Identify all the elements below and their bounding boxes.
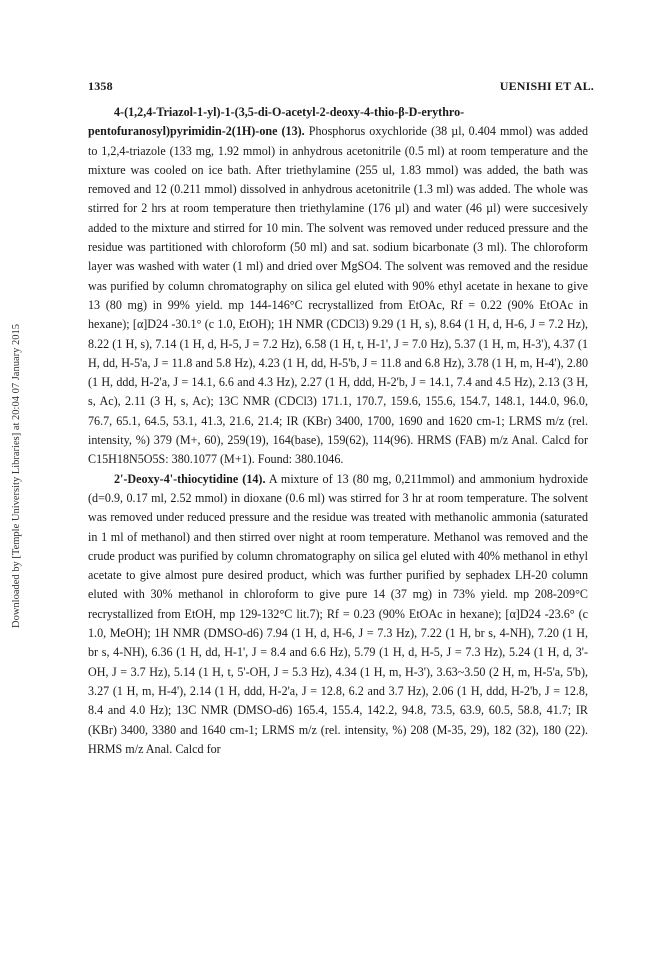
compound-14-heading: 2'-Deoxy-4'-thiocytidine (14). [114, 471, 266, 486]
article-body [88, 103, 588, 759]
download-watermark: Downloaded by [Temple University Libraries] at 20:04 07 January 2015 [11, 324, 22, 628]
page-number: 1358 [88, 79, 113, 93]
compound-14-text: A mixture of 13 (80 mg, 0,211mmol) and ammonium hydroxide (d=0.9, 0.17 ml, 2.52 mmol) in dioxane (0.6 ml) was stirred for 3 hr at room temperature. The solvent was removed under reduced pressure and the residue was treated with methanolic ammonia (saturated in 1 ml of methanol) and then stirred over night at room temperature. Methanol was removed and the crude product was purified by column chromatography on silica gel eluted with 40% methanol in ethyl acetate to give almost pure desired product, which was further purified by sephadex LH-20 column eluted with 30% methanol in chloroform to give pure 14 (37 mg) in 73% yield. mp 208-209°C recrystallized from EtOH, mp 129-132°C lit.7); Rf = 0.23 (90% EtOAc in hexane); [α]D24 -23.6° (c 1.0, MeOH); 1H NMR (DMSO-d6) 7.94 (1 H, d, H-6, J = 7.3 Hz), 7.22 (1 H, br s, 4-NH), 7.20 (1 H, br s, 4-NH), 6.36 (1 H, dd, H-1', J = 8.4 and 6.6 Hz), 5.79 (1 H, d, H-5, J = 7.3 Hz), 5.24 (1 H, d, 3'-OH, J = 3.7 Hz), 5.14 (1 H, t, 5'-OH, J = 5.3 Hz), 4.34 (1 H, m, H-3'), 3.63~3.50 (2 H, m, H-5'a, 5'b), 3.27 (1 H, m, H-4'), 2.14 (1 H, ddd, H-2'a, J = 12.8, 6.2 and 3.7 Hz), 2.06 (1 H, ddd, H-2'b, J = 12.8, 8.4 and 4.0 Hz); 13C NMR (DMSO-d6) 165.4, 155.4, 142.2, 94.8, 73.5, 63.9, 60.5, 58.8, 41.7; IR (KBr) 3400, 3380 and 1640 cm-1; LRMS m/z (rel. intensity, %) 208 (M-35, 29), 182 (32), 180 (22). HRMS m/z Anal. Calcd for [88, 471, 588, 756]
running-head: UENISHI ET AL. [499, 79, 594, 93]
paragraph-compound-14 [88, 470, 588, 759]
compound-13-text: Phosphorus oxychloride (38 µl, 0.404 mmol) was added to 1,2,4-triazole (133 mg, 1.92 mmol) in anhydrous acetonitrile (0.5 ml) at room temperature and the mixture was cooled on ice bath. After triethylamine (255 ul, 1.83 mmol) was added, the bath was removed and 12 (0.211 mmol) dissolved in anhydrous acetonitrile (1.3 ml) was added. The whole was stirred for 2 hrs at room temperature then triethylamine (176 µl) and water (46 µl) were succesively added to the mixture and stirred for 10 min. The solvent was removed under reduced pressure and the residue was partitioned with chloroform (50 ml) and sat. sodium bicarbonate (3 ml). The chloroform layer was washed with water (1 ml) and dried over MgSO4. The solvent was removed and the residue was purified by column chromatography on silica gel eluted with 90% ethyl acetate in hexane to give 13 (80 mg) in 99% yield. mp 144-146°C recrystallized from EtOAc, Rf = 0.22 (90% EtOAc in hexane); [α]D24 -30.1° (c 1.0, EtOH); 1H NMR (CDCl3) 9.29 (1 H, s), 8.64 (1 H, d, H-6, J = 7.2 Hz), 8.22 (1 H, s), 7.14 (1 H, d, H-5, J = 7.2 Hz), 6.58 (1 H, t, H-1', J = 7.0 Hz), 5.37 (1 H, m, H-3'), 4.37 (1 H, dd, H-5'a, J = 11.8 and 5.8 Hz), 4.23 (1 H, dd, H-5'b, J = 11.8 and 6.8 Hz), 3.78 (1 H, m, H-4'), 2.80 (1 H, ddd, H-2'a, J = 14.1, 6.6 and 4.3 Hz), 2.27 (1 H, ddd, H-2'b, J = 14.1, 7.4 and 4.5 Hz), 2.13 (3 H, s, Ac), 2.11 (3 H, s, Ac); 13C NMR (CDCl3) 171.1, 170.7, 159.6, 155.6, 154.7, 148.1, 144.0, 96.0, 76.7, 65.1, 64.5, 53.1, 41.3, 21.6, 21.4; IR (KBr) 3400, 1700, 1690 and 1620 cm-1; LRMS m/z (rel. intensity, %) 379 (M+, 60), 259(19), 164(base), 159(62), 114(96). HRMS (FAB) m/z Anal. Calcd for C15H18N5O5S: 380.1077 (M+1). Found: 380.1046. [88, 124, 588, 467]
compound-13-heading: 4-(1,2,4-Triazol-1-yl)-1-(3,5-di-O-acetyl-2-deoxy-4-thio-β-D-erythro-pentofuranosyl)pyrimidin-2(1H)-one (13). [88, 105, 465, 139]
paragraph-compound-13 [88, 103, 588, 470]
